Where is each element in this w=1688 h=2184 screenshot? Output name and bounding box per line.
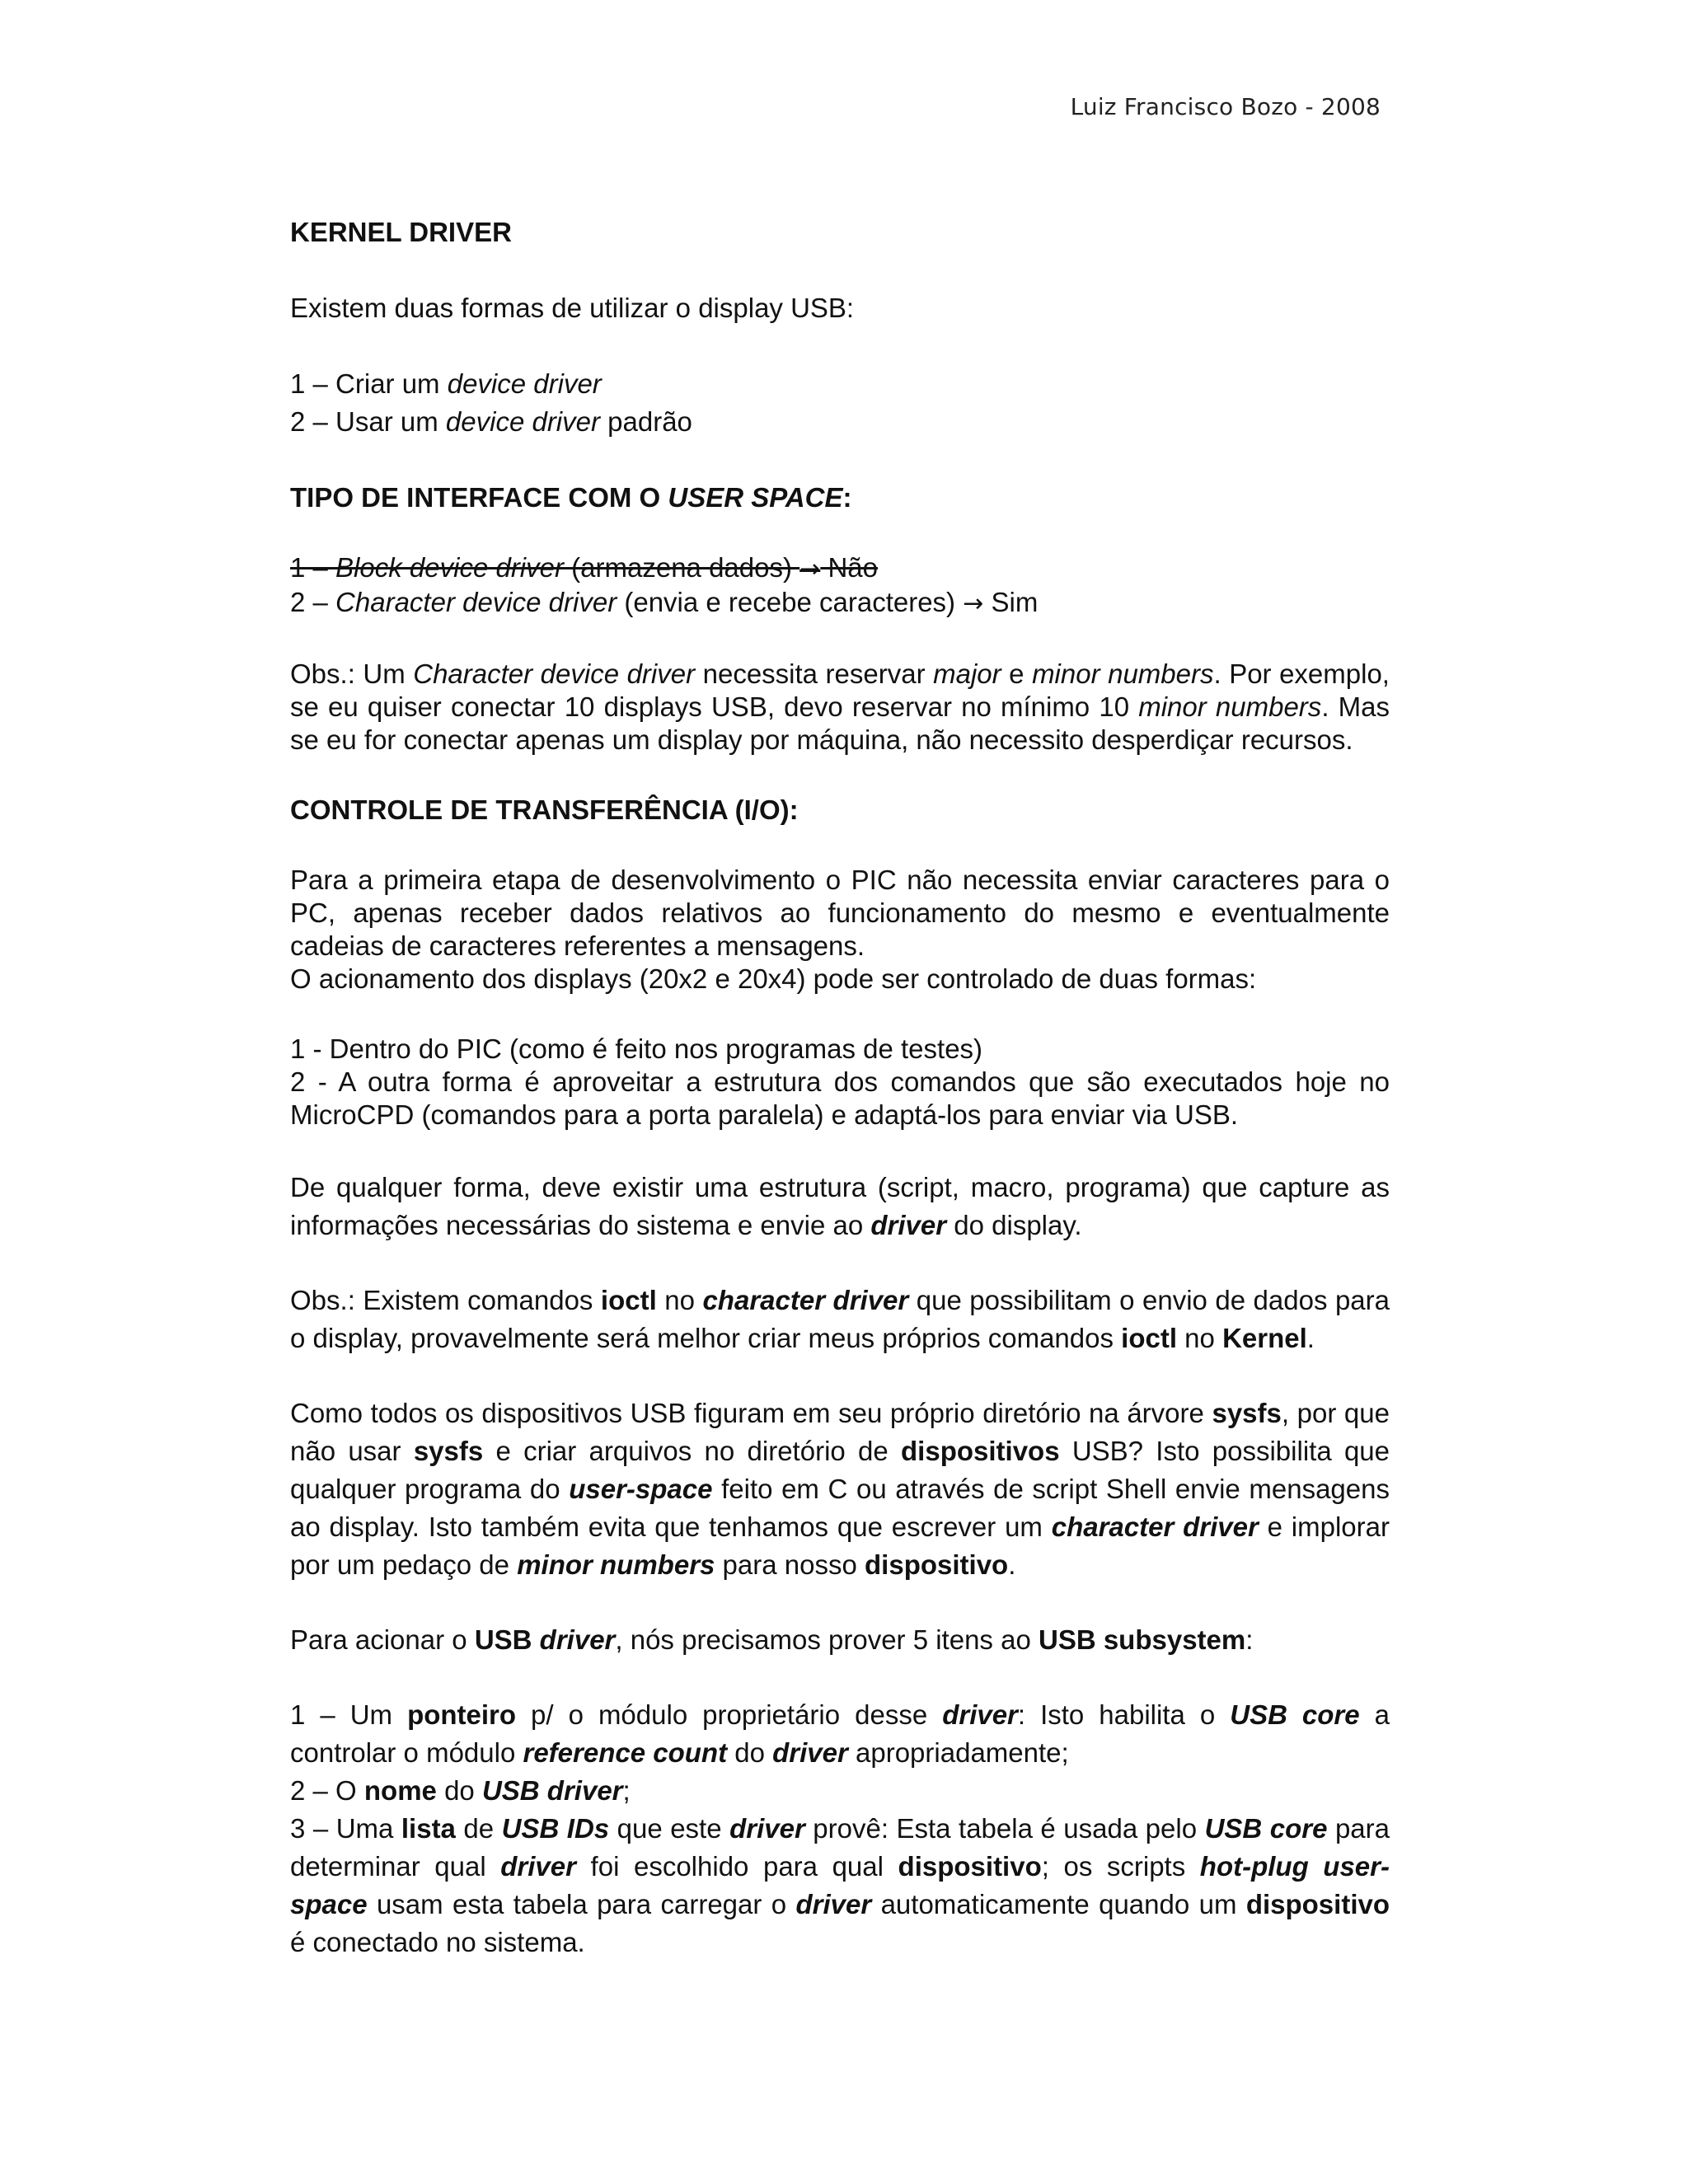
section-title-interface: TIPO DE INTERFACE COM O USER SPACE:	[290, 482, 852, 513]
page-header-author: Luiz Francisco Bozo - 2008	[1070, 93, 1381, 120]
section-title-transfer-control: CONTROLE DE TRANSFERÊNCIA (I/O):	[290, 794, 799, 825]
option-1: 1 – Criar um device driver	[290, 368, 602, 399]
usb-item-3: 3 – Uma lista de USB IDs que este driver provê: Esta tabela é usada pelo USB core para determinar qual driver foi escolhido para qual dispositivo; os scripts hot-plug user-space usam esta tabela para carregar o driver automaticamente quando um dispositivo é conectado no sistema.	[290, 1813, 1390, 1957]
intro-text: Existem duas formas de utilizar o display USB:	[290, 293, 855, 323]
control-option-2: 2 - A outra forma é aproveitar a estrutura dos comandos que são executados hoje no MicroCPD (comandos para a porta paralela) e adaptá-los para enviar via USB.	[290, 1066, 1390, 1130]
interface-item-character: 2 – Character device driver (envia e recebe caracteres) → Sim	[290, 587, 1039, 618]
usb-item-1: 1 – Um ponteiro p/ o módulo proprietário desse driver: Isto habilita o USB core a controlar o módulo reference count do driver apropriadamente;	[290, 1699, 1390, 1768]
obs-ioctl: Obs.: Existem comandos ioctl no character driver que possibilitam o envio de dados para o display, provavelmente será melhor criar meus próprios comandos ioctl no Kernel.	[290, 1285, 1390, 1353]
interface-item-block: 1 – Block device driver (armazena dados) → Não	[290, 552, 878, 583]
section-title-kernel-driver: KERNEL DRIVER	[290, 217, 512, 247]
arrow-right-icon: →	[963, 589, 984, 618]
option-2: 2 – Usar um device driver padrão	[290, 406, 692, 437]
control-option-1: 1 - Dentro do PIC (como é feito nos programas de testes)	[290, 1033, 983, 1064]
structure-paragraph: De qualquer forma, deve existir uma estrutura (script, macro, programa) que capture as informações necessárias do sistema e envie ao driver do display.	[290, 1172, 1390, 1240]
arrow-right-icon: →	[799, 555, 821, 583]
transfer-paragraph-2: O acionamento dos displays (20x2 e 20x4) pode ser controlado de duas formas:	[290, 963, 1257, 994]
usb-item-2: 2 – O nome do USB driver;	[290, 1775, 631, 1806]
transfer-paragraph-1: Para a primeira etapa de desenvolvimento o PIC não necessita enviar caracteres para o PC, apenas receber dados relativos ao funcionamento do mesmo e eventualmente cadeias de caracteres referentes a mensagens.	[290, 865, 1390, 961]
sysfs-paragraph: Como todos os dispositivos USB figuram em seu próprio diretório na árvore sysfs, por que não usar sysfs e criar arquivos no diretório de dispositivos USB? Isto possibilita que qualquer programa do user-space feito em C ou através de script Shell envie mensagens ao display. Isto também evita que tenhamos que escrever um character driver e implorar por um pedaço de minor numbers para nosso dispositivo.	[290, 1398, 1390, 1580]
obs-character-driver: Obs.: Um Character device driver necessita reservar major e minor numbers. Por exemplo, se eu quiser conectar 10 displays USB, devo reservar no mínimo 10 minor numbers. Mas se eu for conectar apenas um display por máquina, não necessito desperdiçar recursos.	[290, 658, 1390, 755]
document-body	[290, 216, 1390, 1961]
usb-driver-intro: Para acionar o USB driver, nós precisamos prover 5 itens ao USB subsystem:	[290, 1624, 1254, 1655]
